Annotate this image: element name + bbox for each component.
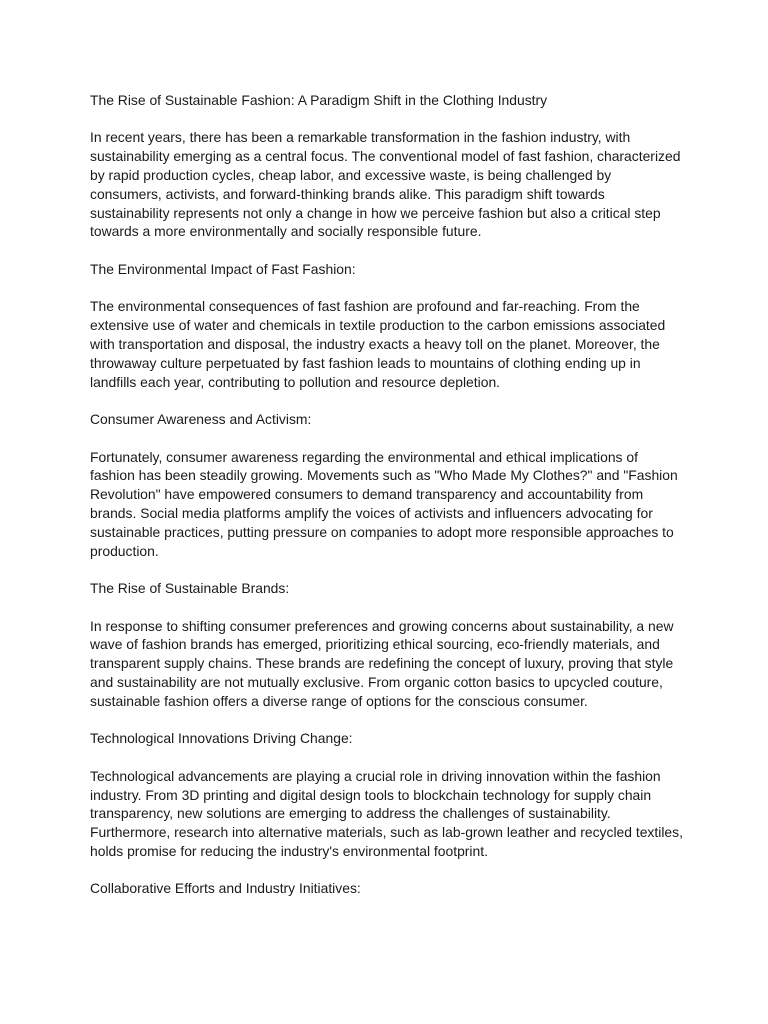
section-body-environmental-impact: The environmental consequences of fast fashion are profound and far-reaching. From the extensive use of water and chemicals in textile production to the carbon emissions associated with transportation and disposal, the industry exacts a heavy toll on the planet. Moreover, the throwaway culture perpetuated by fast fashion leads to mountains of clothing ending up in landfills each year, contributing to pollution and resource depletion. [90, 298, 666, 390]
section-heading-environmental-impact: The Environmental Impact of Fast Fashion: [90, 260, 356, 277]
section-heading-collaborative-efforts: Collaborative Efforts and Industry Initiatives: [90, 880, 361, 897]
section-body-consumer-awareness: Fortunately, consumer awareness regarding the environmental and ethical implications of fashion has been steadily growing. Movements such as "Who Made My Clothes?" and "Fashion Revolution" have empowered consumers to demand transparency and accountability from brands. Social media platforms amplify the voices of activists and influencers advocating for sustainable practices, putting pressure on companies to adopt more responsible approaches to production. [90, 448, 678, 559]
section-heading-sustainable-brands: The Rise of Sustainable Brands: [90, 580, 290, 597]
section-heading-technological-innovations: Technological Innovations Driving Change: [90, 730, 353, 747]
section-heading-consumer-awareness: Consumer Awareness and Activism: [90, 411, 312, 428]
document-title: The Rise of Sustainable Fashion: A Paradigm Shift in the Clothing Industry [90, 92, 548, 108]
section-body-technological-innovations: Technological advancements are playing a crucial role in driving innovation within the fashion industry. From 3D printing and digital design tools to blockchain technology for supply chain transparency, new solutions are emerging to address the challenges of sustainability. Furthermore, research into alternative materials, such as lab-grown leather and recycled textiles, holds promise for reducing the industry's environmental footprint. [90, 767, 683, 859]
section-body-sustainable-brands: In response to shifting consumer preferences and growing concerns about sustainability, a new wave of fashion brands has emerged, prioritizing ethical sourcing, eco-friendly materials, and transparent supply chains. These brands are redefining the concept of luxury, proving that style and sustainability are not mutually exclusive. From organic cotton basics to upcycled couture, sustainable fashion offers a diverse range of options for the conscious consumer. [90, 617, 674, 709]
document-page [90, 91, 684, 917]
intro-paragraph: In recent years, there has been a remarkable transformation in the fashion industry, with sustainability emerging as a central focus. The conventional model of fast fashion, characterized by rapid production cycles, cheap labor, and excessive waste, is being challenged by consumers, activists, and forward-thinking brands alike. This paradigm shift towards sustainability represents not only a change in how we perceive fashion but also a critical step towards a more environmentally and socially responsible future. [90, 129, 681, 240]
